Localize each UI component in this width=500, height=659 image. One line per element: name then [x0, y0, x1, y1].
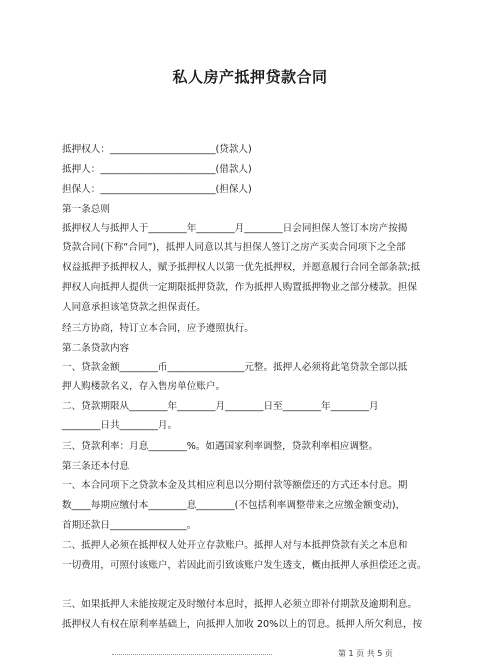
section-heading: 第三条还本付息 — [62, 461, 130, 472]
text-line: 抵押权人：______________________(贷款人) — [62, 144, 252, 155]
text-line: 一、贷款金额________币________________元整。抵押人必须将此笔贷款全部以抵 — [62, 362, 408, 373]
text-line: 一、本合同项下之贷款本金及其相应利息以分期付款等额偿还的方式还本付息。期 — [62, 480, 408, 491]
text-line: 贷款合同(下称“合同”)，抵押人同意以其与担保人签订之房产买卖合同项下之全部 — [62, 242, 406, 253]
text-line: 首期还款日________________。 — [62, 520, 197, 531]
text-line: 抵押人：________________________(借款人) — [62, 164, 252, 175]
text-line: ________日共________月。 — [62, 420, 178, 431]
text-line: 押人购楼款名义，存入售房单位账户。 — [62, 381, 226, 392]
page-number: 第 1 页 共 5 页 — [338, 649, 393, 658]
text-line: 数____每期应缴付本________息________(不包括利率调整带来之应缴金额变动)， — [62, 500, 406, 511]
text-line: 押权人向抵押人提供一定期限抵押贷款，作为抵押人购置抵押物业之部分楼款。担保 — [62, 282, 417, 293]
section-heading: 第二条贷款内容 — [62, 343, 130, 354]
text-line: 三、贷款利率：月息________%。如遇国家利率调整，贷款利率相应调整。 — [62, 441, 379, 452]
text-line: 三、如果抵押人未能按规定及时缴付本息时，抵押人必须立即补付期款及逾期利息。 — [62, 599, 417, 610]
text-line: 人同意承担该笔贷款之担保责任。 — [62, 302, 206, 313]
footer-divider — [112, 654, 272, 655]
text-line: 经三方协商，特订立本合同，应予遵照执行。 — [62, 323, 254, 334]
text-line: 担保人：________________________(担保人) — [62, 184, 252, 195]
text-line: 二、抵押人必须在抵押权人处开立存款账户。抵押人对与本抵押贷款有关之本息和 — [62, 540, 408, 551]
text-line: 抵押权人有权在原利率基础上，向抵押人加收 20%以上的罚息。抵押人所欠利息，按 — [62, 619, 423, 630]
text-line: 权益抵押予抵押权人，赋予抵押权人以第一优先抵押权，并愿意履行合同全部条款;抵 — [62, 262, 421, 273]
text-line: 二、贷款期限从________年________月________日至________年________月 — [62, 401, 379, 412]
text-line: 抵押权人与抵押人于________年________月________日会同担保人签订本房产按揭 — [62, 223, 408, 234]
section-heading: 第一条总则 — [62, 204, 110, 215]
document-title: 私人房产抵押贷款合同 — [172, 68, 328, 86]
text-line: 一切费用，可照付该账户，若因此而引致该账户发生透支，概由抵押人承担偿还之责。 — [62, 560, 427, 571]
